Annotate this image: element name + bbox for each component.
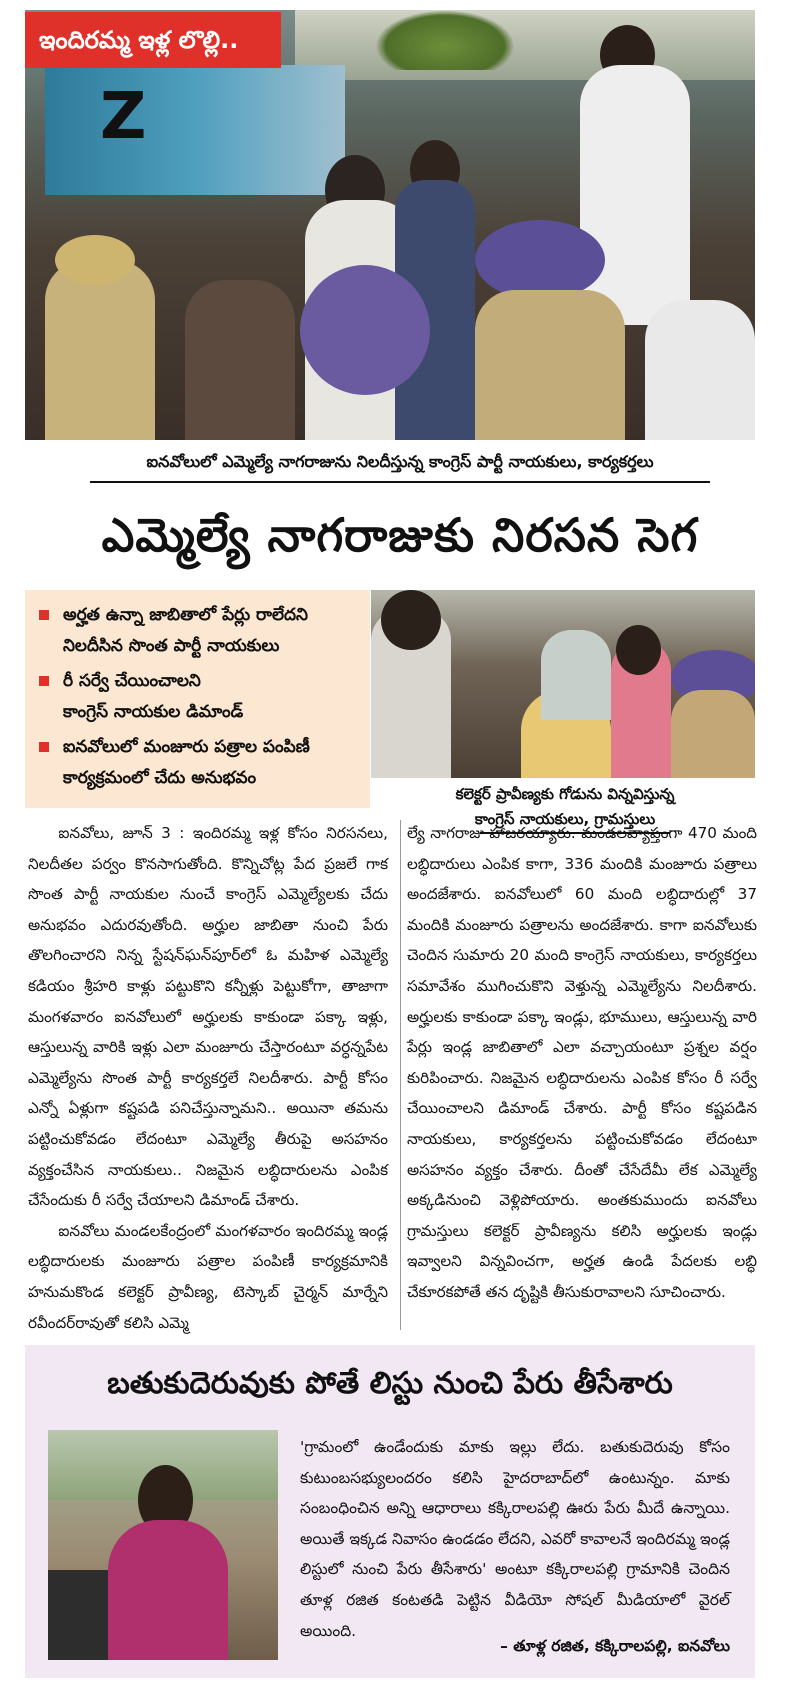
- article-headline: ఎమ్మెల్యే నాగరాజుకు నిరసన సెగ: [101, 508, 699, 562]
- person-figure: [616, 625, 661, 675]
- police-beret: [300, 265, 430, 395]
- sidebar-story-headline: బతుకుదెరువుకు పోతే లిస్టు నుంచి పేరు తీసేశారు: [107, 1366, 673, 1401]
- highlight-item: రీ సర్వే చేయించాలని కాంగ్రెస్ నాయకుల డిమాండ్: [39, 666, 359, 728]
- sidebar-quote: 'గ్రామంలో ఉండేందుకు మాకు ఇల్లు లేదు. బతుకుదెరువు కోసం కుటుంబసభ్యులందరం కలిసి హైదరాబాద్‌లో ఉంటున్నం. మాకు సంబంధించిన అన్ని ఆధారాలు కక్కిరాలపల్లి ఊరు పేరు మీదే ఉన్నాయి. అయితే ఇక్కడ నివాసం ఉండడం లేదని, ఎవరో కావాలనే ఇందిరమ్మ ఇండ్ల లిస్టులో నుంచి పేరు తీసేశారు' అంటూ కక్కిరాలపల్లి గ్రామానికి చెందిన తూళ్ల రజిత కంటతడి పెట్టిన వీడియో సోషల్ మీడియాలో వైరల్ అయింది.: [300, 1438, 730, 1640]
- paragraph: ల్యే నాగరాజు హాజరయ్యారు. మండలవ్యాప్తంగా 470 మంది లబ్ధిదారులు ఎంపిక కాగా, 336 మందికి మంజూరు పత్రాలు అందజేశారు. ఐనవోలులో 60 మంది లబ్ధిదారుల్లో 37 మందికి మంజూరు పత్రాలను అందజేశారు. కాగా ఐనవోలుకు చెందిన సుమారు 20 మంది కాంగ్రెస్ నాయకులు, కార్యకర్తలు సమావేశం ముగించుకొని వెళ్తున్న ఎమ్మెల్యేను నిలదీశారు. అర్హులకు కాకుండా పక్కా ఇండ్లు, భూములు, ఆస్తులున్న వారి పేర్లు ఇండ్ల జాబితాలో ఎలా వచ్చాయంటూ ప్రశ్నల వర్షం కురిపించారు. నిజమైన లబ్ధిదారులను ఎంపిక కోసం రీ సర్వే చేయించాలని డిమాండ్ చేశారు. పార్టీ కోసం కష్టపడిన నాయకులు, కార్యకర్తలను పట్టించుకోవడం లేదంటూ అసహనం వ్యక్తం చేశారు. దీంతో చేసేదేమీ లేక ఎమ్మెల్యే అక్కడినుంచి వెళ్లిపోయారు. అంతకుముందు ఐనవోలు గ్రామస్తులు కలెక్టర్ ప్రావీణ్యను కలిసి అర్హులకు ఇండ్లు ఇవ్వాలని విన్నవించగా, అర్హత ఉండి పేదలకు లబ్ధి చేకూరకపోతే తన దృష్టికి తీసుకురావాలని సూచించారు.: [407, 824, 757, 1301]
- banner-letter: Z: [100, 80, 147, 154]
- top-photo-caption: ఐనవోలులో ఎమ్మెల్యే నాగరాజును నిలదీస్తున్న కాంగ్రెస్ పార్టీ నాయకులు, కార్యకర్తలు: [90, 452, 710, 483]
- paragraph: ఐనవోలు మండలకేంద్రంలో మంగళవారం ఇందిరమ్మ ఇండ్ల లబ్ధిదారులకు మంజూరు పత్రాల పంపిణీ కార్యక్రమానికి హనుమకొండ కలెక్టర్ ప్రావీణ్య, టెస్కాబ్ చైర్మన్ మార్నేని రవీందర్‌రావుతో కలిసి ఎమ్మె: [28, 1221, 388, 1332]
- highlight-item: అర్హత ఉన్నా జాబితాలో పేర్లు రాలేదని నిలదీసిన సొంత పార్టీ నాయకులు: [39, 600, 359, 662]
- person-figure: [185, 280, 295, 440]
- paragraph: ఐనవోలు, జూన్ 3 : ఇందిరమ్మ ఇళ్ల కోసం నిరసనలు, నిలదీతల పర్వం కొనసాగుతోంది. కొన్నిచోట్ల పేద ప్రజలే గాక సొంత పార్టీ నాయకుల నుంచే కాంగ్రెస్ ఎమ్మెల్యేలకు చేదు అనుభవం ఎదురవుతోంది. అర్హుల జాబితా నుంచి పేరు తొలగించారని నిన్న స్టేషన్‌ఘన్‌పూర్‌లో ఓ మహిళ ఎమ్మెల్యే కడియం శ్రీహరి కాళ్లు పట్టుకొని కన్నీళ్లు పెట్టుకోగా, తాజాగా మంగళవారం ఐనవోలులో అర్హులకు కాకుండా పక్కా ఇళ్లు, ఆస్తులున్న వారికి ఇళ్లు ఎలా మంజూరు చేస్తారంటూ వర్ధన్నపేట ఎమ్మెల్యేను సొంత పార్టీ కార్యకర్తలే నిలదీశారు. పార్టీ కోసం ఎన్నో ఏళ్లుగా కష్టపడి పనిచేస్తున్నామని.. అయినా తమను పట్టించుకోవడం లేదంటూ ఎమ్మెల్యే తీరుపై అసహనం వ్యక్తంచేసిన నాయకులు.. నిజమైన లబ్ధిదారులను ఎంపిక చేసేందుకు రీ సర్వే చేయాలని డిమాండ్ చేశారు.: [28, 824, 388, 1210]
- article-column-left: [28, 818, 388, 1338]
- person-white-shirt: [580, 65, 690, 325]
- woman-portrait-photo: [48, 1430, 278, 1660]
- person-white-shirt: [645, 300, 755, 440]
- person-figure: [541, 630, 611, 720]
- highlight-item: ఐనవోలులో మంజూరు పత్రాల పంపిణీ కార్యక్రమంలో చేదు అనుభవం: [39, 732, 359, 794]
- highlights-box: [25, 590, 370, 808]
- background-banner: [45, 65, 345, 195]
- police-cap: [55, 235, 135, 285]
- tent-canopy: [295, 10, 755, 80]
- person-figure: [381, 590, 441, 650]
- section-kicker: ఇందిరమ్మ ఇళ్ల లొల్లి..: [25, 12, 281, 68]
- police-officer: [475, 290, 625, 440]
- police-officer: [671, 690, 755, 778]
- police-officer: [45, 260, 155, 440]
- tree-foliage: [375, 10, 515, 70]
- red-square-bullet-icon: [39, 610, 49, 620]
- top-news-photo: [25, 10, 755, 440]
- red-square-bullet-icon: [39, 742, 49, 752]
- woman-pink-saree: [108, 1520, 228, 1660]
- red-square-bullet-icon: [39, 676, 49, 686]
- motorbike: [48, 1570, 108, 1660]
- mid-photo-caption: కలెక్టర్ ప్రావీణ్యకు గోడును విన్నవిస్తున్న కాంగ్రెస్ నాయకులు, గ్రామస్తులు: [455, 785, 675, 828]
- police-beret: [475, 220, 605, 300]
- collector-meeting-photo: [371, 590, 755, 778]
- article-column-right: [407, 818, 757, 1308]
- quote-signature: – తూళ్ల రజిత, కక్కిరాలపల్లి, ఐనవోలు: [500, 1637, 730, 1655]
- column-divider: [400, 820, 401, 1330]
